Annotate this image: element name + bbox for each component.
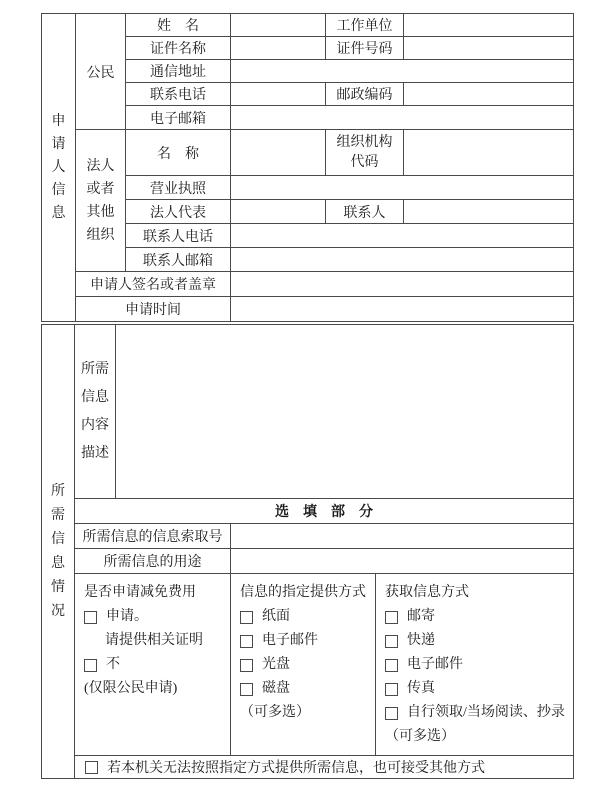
fee-option-no-label: 不 <box>106 657 120 672</box>
field-label-postcode: 邮政编码 <box>326 83 404 106</box>
provision-option-paper[interactable] <box>240 605 369 629</box>
field-label-contact-phone: 联系人电话 <box>126 224 231 248</box>
checkbox-fax-icon[interactable] <box>385 683 398 696</box>
obtain-option-mail-label: 邮寄 <box>407 609 435 624</box>
input-cell-description[interactable] <box>116 325 574 499</box>
applicant-section-vertical-text: 申请人信息 <box>51 114 66 221</box>
field-label-legal-rep: 法人代表 <box>126 200 231 224</box>
field-label-org-code <box>326 130 404 176</box>
checkbox-provision-email-icon[interactable] <box>240 635 253 648</box>
fee-option-apply-label: 申请。 <box>106 609 148 624</box>
field-label-description <box>75 325 116 499</box>
input-cell-cert-name[interactable] <box>231 37 326 60</box>
input-cell-email[interactable] <box>231 106 574 130</box>
input-cell-org-code[interactable] <box>404 130 574 176</box>
checkbox-express-icon[interactable] <box>385 635 398 648</box>
field-label-usage: 所需信息的用途 <box>75 549 231 574</box>
provision-option-email[interactable] <box>240 629 369 653</box>
field-label-cert-no: 证件号码 <box>326 37 404 60</box>
applicant-info-table <box>41 13 574 322</box>
obtain-option-express[interactable] <box>385 629 567 653</box>
input-cell-signature[interactable] <box>231 272 574 297</box>
group-label-organization <box>76 130 126 272</box>
checkbox-self-pickup-icon[interactable] <box>385 707 398 720</box>
fee-option-no[interactable] <box>84 653 224 677</box>
group-label-citizen: 公民 <box>76 14 126 130</box>
input-cell-usage[interactable] <box>231 549 574 574</box>
organization-group-vertical-text: 法人或者其他组织 <box>86 158 115 243</box>
required-info-table <box>41 324 574 779</box>
obtain-option-self-pickup[interactable] <box>385 701 567 725</box>
field-label-index-no: 所需信息的信息索取号 <box>75 524 231 549</box>
provision-title: 信息的指定提供方式 <box>240 585 366 600</box>
fee-apply-note-label: 请提供相关证明 <box>105 633 203 648</box>
input-cell-apply-time[interactable] <box>231 297 574 322</box>
obtain-option-email[interactable] <box>385 653 567 677</box>
org-code-label-text: 组织机构代码 <box>336 134 393 170</box>
fee-waiver-cell <box>75 574 231 756</box>
field-label-email: 电子邮箱 <box>126 106 231 130</box>
checkbox-paper-icon[interactable] <box>240 611 253 624</box>
fee-option-apply[interactable] <box>84 605 224 629</box>
fee-footnote: (仅限公民申请) <box>84 681 178 696</box>
input-cell-name[interactable] <box>231 14 326 37</box>
field-label-phone: 联系电话 <box>126 83 231 106</box>
fee-waiver-title: 是否申请减免费用 <box>84 585 196 600</box>
provision-option-cd-label: 光盘 <box>262 657 290 672</box>
input-cell-phone[interactable] <box>231 83 326 106</box>
input-cell-legal-rep[interactable] <box>231 200 326 224</box>
checkbox-obtain-email-icon[interactable] <box>385 659 398 672</box>
obtain-option-self-pickup-label: 自行领取/当场阅读、抄录 <box>407 705 565 720</box>
input-cell-address[interactable] <box>231 60 574 83</box>
input-cell-contact-email[interactable] <box>231 248 574 272</box>
provision-option-disk-label: 磁盘 <box>262 681 290 696</box>
input-cell-contact-phone[interactable] <box>231 224 574 248</box>
required-info-section-vertical-text: 所需信息情况 <box>51 483 65 619</box>
field-label-contact: 联系人 <box>326 200 404 224</box>
checkbox-mail-icon[interactable] <box>385 611 398 624</box>
obtain-title: 获取信息方式 <box>385 585 469 600</box>
provision-option-disk[interactable] <box>240 677 369 701</box>
section-label-required-info <box>42 325 75 779</box>
other-way-note-label: 若本机关无法按照指定方式提供所需信息，也可接受其他方式 <box>107 761 485 776</box>
field-label-work-unit: 工作单位 <box>326 14 404 37</box>
obtain-footnote: （可多选） <box>385 729 455 744</box>
other-way-row <box>75 756 574 779</box>
input-cell-work-unit[interactable] <box>404 14 574 37</box>
checkbox-fee-no-icon[interactable] <box>84 659 97 672</box>
checkbox-cd-icon[interactable] <box>240 659 253 672</box>
input-cell-index-no[interactable] <box>231 524 574 549</box>
field-label-signature: 申请人签名或者盖章 <box>76 272 231 297</box>
field-label-name: 姓 名 <box>126 14 231 37</box>
provision-method-cell <box>231 574 376 756</box>
input-cell-contact[interactable] <box>404 200 574 224</box>
input-cell-postcode[interactable] <box>404 83 574 106</box>
provision-option-paper-label: 纸面 <box>262 609 290 624</box>
field-label-cert-name: 证件名称 <box>126 37 231 60</box>
field-label-contact-email: 联系人邮箱 <box>126 248 231 272</box>
field-label-license: 营业执照 <box>126 176 231 200</box>
checkbox-fee-apply-icon[interactable] <box>84 611 97 624</box>
field-label-address: 通信地址 <box>126 60 231 83</box>
field-label-apply-time: 申请时间 <box>76 297 231 322</box>
provision-option-cd[interactable] <box>240 653 369 677</box>
checkbox-disk-icon[interactable] <box>240 683 253 696</box>
provision-option-email-label: 电子邮件 <box>262 633 318 648</box>
obtain-option-fax-label: 传真 <box>407 681 435 696</box>
input-cell-org-name[interactable] <box>231 130 326 176</box>
obtain-option-express-label: 快递 <box>407 633 435 648</box>
obtain-method-cell <box>376 574 574 756</box>
provision-footnote: （可多选） <box>240 705 310 720</box>
obtain-option-fax[interactable] <box>385 677 567 701</box>
field-label-org-name: 名 称 <box>126 130 231 176</box>
section-label-applicant-info <box>42 14 76 322</box>
fee-apply-note <box>84 629 224 653</box>
input-cell-license[interactable] <box>231 176 574 200</box>
checkbox-accept-other-way-icon[interactable] <box>85 761 98 774</box>
optional-section-header: 选 填 部 分 <box>75 499 574 524</box>
input-cell-cert-no[interactable] <box>404 37 574 60</box>
obtain-option-email-label: 电子邮件 <box>407 657 463 672</box>
obtain-option-mail[interactable] <box>385 605 567 629</box>
application-form <box>41 13 573 779</box>
description-label-text: 所需信息内容描述 <box>81 361 109 461</box>
